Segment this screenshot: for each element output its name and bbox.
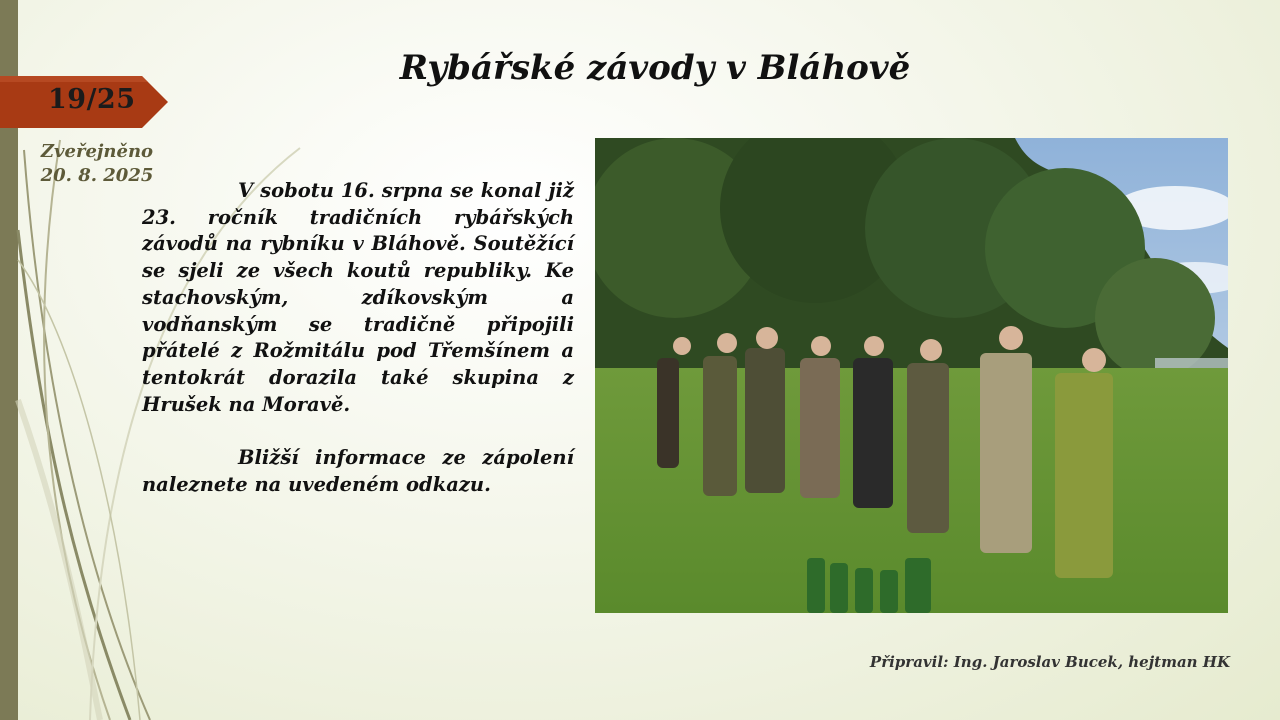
event-photo <box>595 138 1228 613</box>
article-paragraph: Bližší informace ze zápolení naleznete na uvedeném odkazu. <box>142 446 574 496</box>
article-text <box>142 178 574 498</box>
published-date: 20. 8. 2025 <box>40 165 154 186</box>
slide-title: Rybářské závody v Bláhově <box>399 48 911 88</box>
slide-counter: 19/25 <box>48 84 136 115</box>
author-credit: Připravil: Ing. Jaroslav Bucek, hejtman HK <box>869 653 1230 671</box>
published-label: Zveřejněno <box>40 141 154 162</box>
article-paragraph: V sobotu 16. srpna se konal již 23. ročník tradičních rybářských závodů na rybníku v Bláhově. Soutěžící se sjeli ze všech koutů republiky. Ke stachovským, zdíkovským a vodňanským se tradičně připojili přátelé z Rožmitálu pod Třemšínem a tentokrát dorazila také skupina z Hrušek na Moravě. <box>142 179 574 416</box>
